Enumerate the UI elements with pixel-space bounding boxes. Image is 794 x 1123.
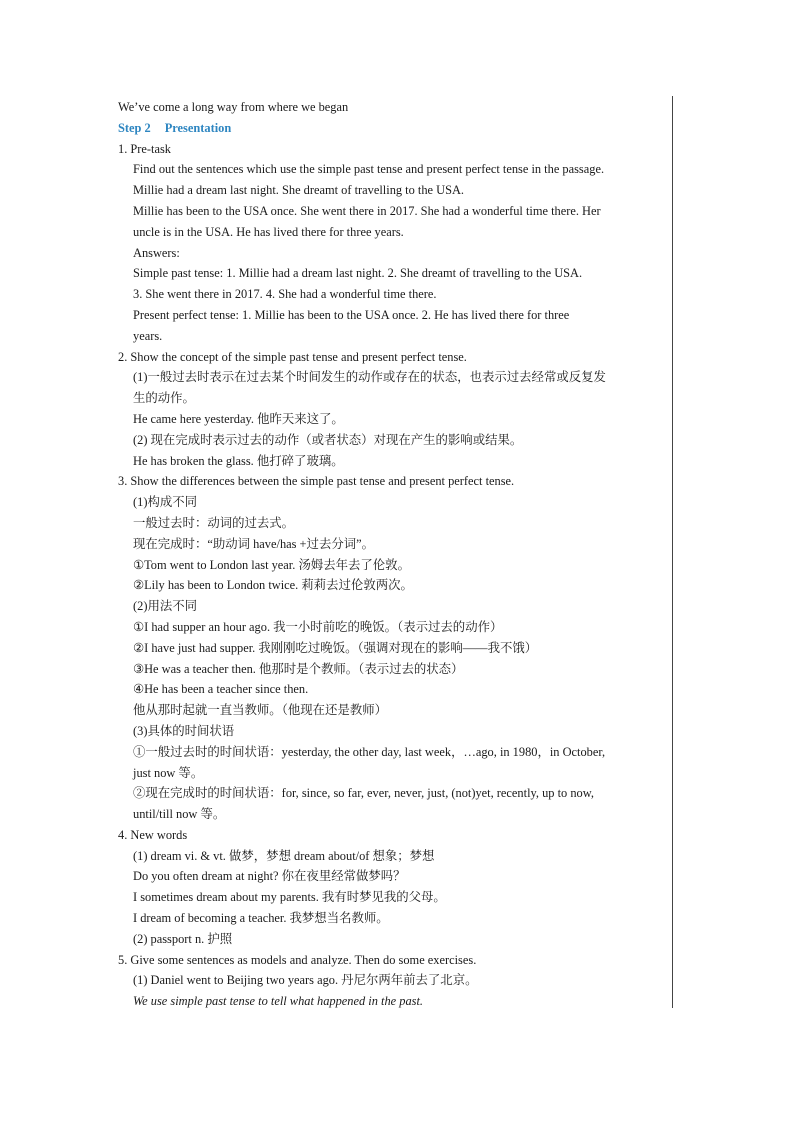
text-line: 他从那时起就一直当教师。（他现在还是教师） — [133, 703, 388, 718]
text-line: until/till now 等。 — [133, 807, 226, 822]
text-line: (1)一般过去时表示在过去某个时间发生的动作或存在的状态，也表示过去经常或反复发 — [133, 370, 606, 385]
step-heading — [118, 118, 670, 139]
text-line: Present perfect tense: 1. Millie has been to the USA once. 2. He has lived there for three — [133, 307, 570, 322]
text-line: ①Tom went to London last year. 汤姆去年去了伦敦。 — [133, 557, 410, 572]
text-line: I sometimes dream about my parents. 我有时梦见我的父母。 — [133, 890, 446, 905]
text-line: 2. Show the concept of the simple past tense and present perfect tense. — [118, 349, 467, 364]
text-line: years. — [133, 328, 163, 343]
step-title: Presentation — [164, 120, 232, 135]
text-line: 现在完成时：“助动词 have/has +过去分词”。 — [133, 536, 374, 551]
text-line: (1) dream vi. & vt. 做梦，梦想 dream about/of 想象；梦想 — [133, 848, 435, 863]
text-line: (2)用法不同 — [133, 599, 198, 614]
text-line: Find out the sentences which use the simple past tense and present perfect tense in the passage. — [133, 162, 605, 177]
text-line: 生的动作。 — [133, 391, 195, 406]
text-line: just now 等。 — [133, 765, 204, 780]
text-line: (2) passport n. 护照 — [133, 931, 233, 946]
text-line: ②Lily has been to London twice. 莉莉去过伦敦两次。 — [133, 578, 413, 593]
text-line: Do you often dream at night? 你在夜里经常做梦吗？ — [133, 869, 406, 884]
text-line: Answers: — [133, 245, 180, 260]
text-line: We use simple past tense to tell what happened in the past. — [133, 994, 423, 1009]
text-line: ①I had supper an hour ago. 我一小时前吃的晚饭。（表示过去的动作） — [133, 619, 503, 634]
text-line: I dream of becoming a teacher. 我梦想当名教师。 — [133, 911, 389, 926]
table-border-line — [672, 96, 673, 1008]
text-line: ④He has been a teacher since then. — [133, 682, 309, 697]
text-line: ①一般过去时的时间状语：yesterday, the other day, last week，…ago, in 1980，in October, — [133, 744, 606, 759]
text-line: ②现在完成时的时间状语：for, since, so far, ever, never, just, (not)yet, recently, up to now, — [133, 786, 594, 801]
document-body — [118, 97, 670, 1012]
text-line: 3. Show the differences between the simple past tense and present perfect tense. — [118, 474, 515, 489]
text-line: (1) Daniel went to Beijing two years ago. 丹尼尔两年前去了北京。 — [133, 973, 478, 988]
text-line: 1. Pre-task — [118, 141, 171, 156]
text-line: Simple past tense: 1. Millie had a dream last night. 2. She dreamt of travelling to the USA. — [133, 266, 583, 281]
text-line: We’ve come a long way from where we began — [118, 100, 349, 114]
text-line: 一般过去时：动词的过去式。 — [133, 515, 295, 530]
text-line: ③He was a teacher then. 他那时是个教师。（表示过去的状态） — [133, 661, 464, 676]
text-line: (3)具体的时间状语 — [133, 723, 235, 738]
text-line: (1)构成不同 — [133, 495, 198, 510]
text-line: He has broken the glass. 他打碎了玻璃。 — [133, 453, 344, 468]
text-line: Millie had a dream last night. She dreamt of travelling to the USA. — [133, 183, 465, 198]
text-line: uncle is in the USA. He has lived there for three years. — [133, 224, 404, 239]
text-line: He came here yesterday. 他昨天来这了。 — [133, 411, 344, 426]
text-line: ②I have just had supper. 我刚刚吃过晚饭。（强调对现在的影响——我不饿） — [133, 640, 538, 655]
text-line: Millie has been to the USA once. She went there in 2017. She had a wonderful time there. Her — [133, 203, 601, 218]
text-line: 5. Give some sentences as models and analyze. Then do some exercises. — [118, 952, 477, 967]
text-line: 4. New words — [118, 827, 188, 842]
text-line: 3. She went there in 2017. 4. She had a wonderful time there. — [133, 287, 437, 302]
step-number: Step 2 — [118, 120, 151, 135]
text-line: (2) 现在完成时表示过去的动作（或者状态）对现在产生的影响或结果。 — [133, 432, 523, 447]
